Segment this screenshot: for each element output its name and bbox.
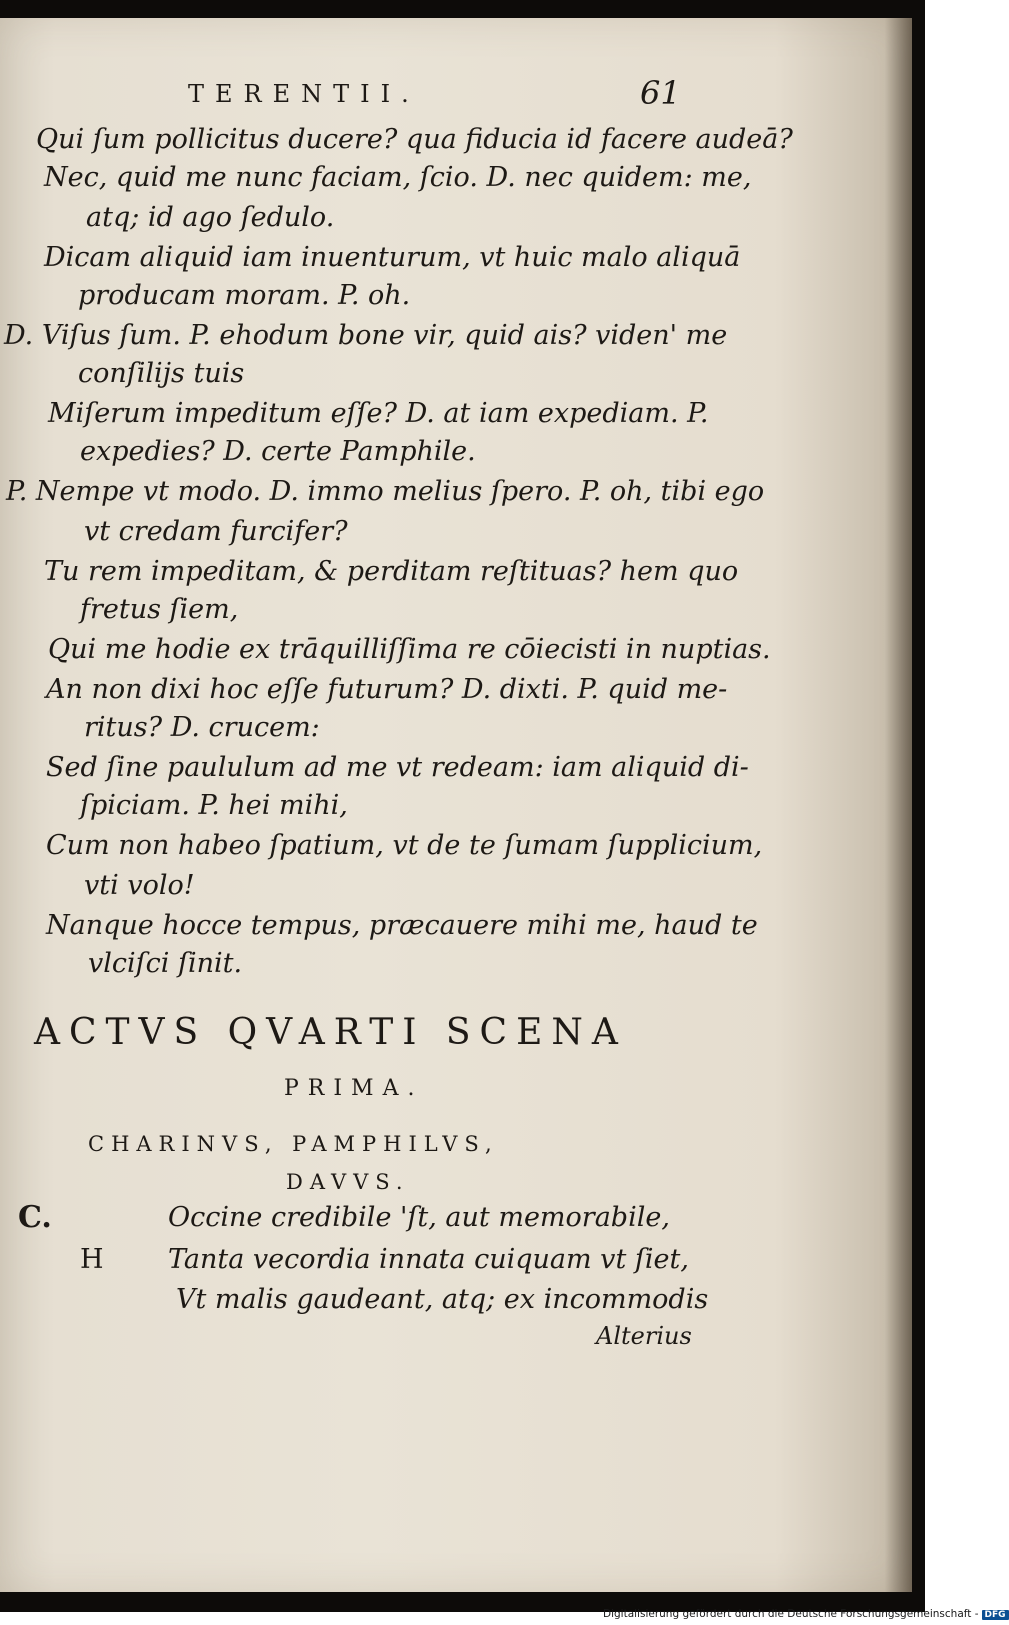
dialogue-line: producam moram. P. oh. bbox=[78, 280, 411, 311]
running-head: TERENTII. bbox=[188, 80, 420, 108]
scene-line: Vt malis gaudeant, atq; ex incommodis bbox=[176, 1284, 709, 1315]
character-list: CHARINVS, PAMPHILVS, bbox=[88, 1132, 499, 1156]
catchword: Alterius bbox=[596, 1322, 692, 1350]
dialogue-line: vlciſci ſinit. bbox=[88, 948, 243, 979]
book-page bbox=[0, 18, 912, 1592]
dialogue-line: P. Nempe vt modo. D. immo melius ſpero. P. oh, tibi ego bbox=[6, 476, 765, 507]
scene-line: Occine credibile 'ſt, aut memorabile, bbox=[168, 1202, 670, 1233]
page-number: 61 bbox=[640, 74, 681, 112]
dialogue-line: An non dixi hoc eſſe futurum? D. dixti. P. quid me- bbox=[46, 674, 728, 705]
dialogue-line: Nec, quid me nunc faciam, ſcio. D. nec quidem: me, bbox=[44, 162, 752, 193]
dialogue-line: vti volo! bbox=[84, 870, 195, 901]
dialogue-line: Cum non habeo ſpatium, vt de te ſumam ſupplicium, bbox=[46, 830, 763, 861]
scene-line: Tanta vecordia innata cuiquam vt ſiet, bbox=[168, 1244, 689, 1275]
dialogue-line: conſilijs tuis bbox=[78, 358, 245, 389]
dialogue-line: expedies? D. certe Pamphile. bbox=[80, 436, 476, 467]
dialogue-line: fretus ſiem, bbox=[80, 594, 239, 625]
scene-heading: ACTVS QVARTI SCENA bbox=[34, 1012, 627, 1053]
digitization-credit bbox=[603, 1608, 1009, 1620]
scene-heading-continued: PRIMA. bbox=[284, 1076, 424, 1101]
speaker-mark: C. bbox=[18, 1200, 52, 1235]
character-list-continued: DAVVS. bbox=[286, 1170, 410, 1194]
dialogue-line: Qui ſum pollicitus ducere? qua fiducia id facere audeā? bbox=[36, 124, 793, 155]
dialogue-line: Nanque hocce tempus, præcauere mihi me, haud te bbox=[46, 910, 758, 941]
dialogue-line: vt credam furcifer? bbox=[84, 516, 348, 547]
dialogue-line: Dicam aliquid iam inuenturum, vt huic malo aliquā bbox=[44, 242, 741, 273]
dialogue-line: ſpiciam. P. hei mihi, bbox=[80, 790, 348, 821]
dialogue-line: Tu rem impeditam, & perditam reſtituas? hem quo bbox=[44, 556, 739, 587]
dfg-logo: DFG bbox=[982, 1610, 1009, 1620]
dialogue-line: D. Viſus ſum. P. ehodum bone vir, quid ais? viden' me bbox=[4, 320, 728, 351]
credit-text: Digitalisierung gefördert durch die Deutsche Forschungsgemeinschaft - bbox=[603, 1608, 979, 1620]
dialogue-line: Qui me hodie ex trāquilliſſima re cōiecisti in nuptias. bbox=[48, 634, 771, 665]
dialogue-line: Miſerum impeditum eſſe? D. at iam expediam. P. bbox=[48, 398, 709, 429]
dialogue-line: atq; id ago ſedulo. bbox=[86, 202, 335, 233]
speaker-mark: H bbox=[80, 1244, 104, 1275]
dialogue-line: ritus? D. crucem: bbox=[84, 712, 320, 743]
dialogue-line: Sed ſine paululum ad me vt redeam: iam aliquid di- bbox=[46, 752, 749, 783]
